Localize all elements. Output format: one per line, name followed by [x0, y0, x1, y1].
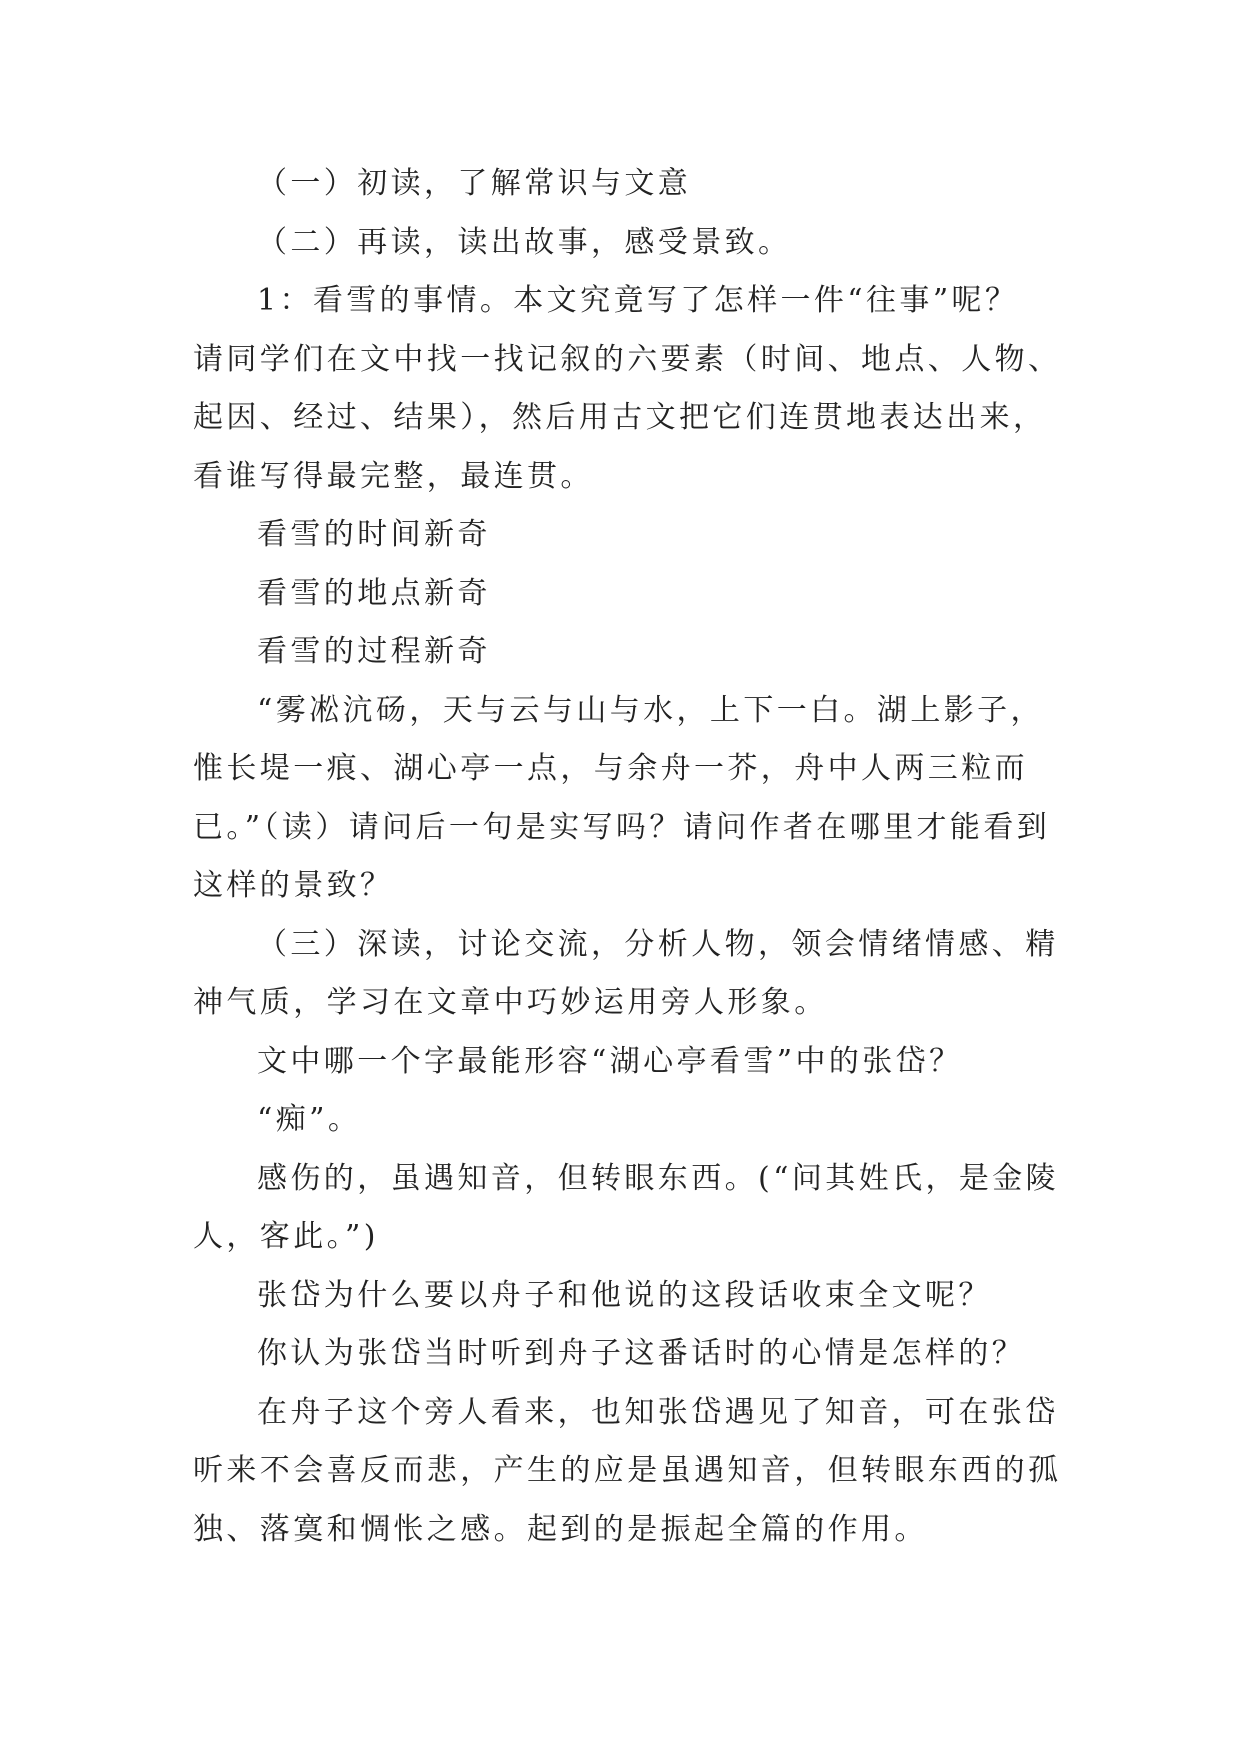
text-line: 已。”（读）请问后一句是实写吗？请问作者在哪里才能看到: [193, 809, 1051, 845]
text-line: “痴”。: [257, 1102, 362, 1137]
text-line: 听来不会喜反而悲，产生的应是虽遇知音，但转眼东西的孤: [193, 1453, 1062, 1488]
text-line: （二）再读，读出故事，感受景致。: [257, 224, 792, 260]
text-line: （三）深读，讨论交流，分析人物，领会情绪情感、精: [257, 926, 1059, 962]
text-line: “雾凇沆砀，天与云与山与水，上下一白。湖上影子，: [257, 692, 1044, 728]
text-line: 请同学们在文中找一找记叙的六要素（时间、地点、人物、: [193, 341, 1062, 377]
text-line: 神气质，学习在文章中巧妙运用旁人形象。: [193, 985, 828, 1020]
text-line: 你认为张岱当时听到舟子这番话时的心情是怎样的？: [257, 1336, 1026, 1371]
text-line: 起因、经过、结果），然后用古文把它们连贯地表达出来，: [193, 400, 1047, 435]
text-line: 张岱为什么要以舟子和他说的这段话收束全文呢？: [257, 1277, 992, 1313]
text-line: 惟长堤一痕、湖心亭一点，与余舟一芥，舟中人两三粒而: [193, 751, 1028, 786]
text-line: 这样的景致？: [193, 868, 394, 903]
text-line: 感伤的，虽遇知音，但转眼东西。(“问其姓氏，是金陵: [257, 1160, 1060, 1196]
text-line: 在舟子这个旁人看来，也知张岱遇见了知音，可在张岱: [257, 1394, 1059, 1430]
text-line: 人，客此。”): [193, 1219, 379, 1254]
text-line: （一）初读，了解常识与文意: [257, 166, 692, 201]
document-body: [193, 155, 1068, 1559]
text-line: 看雪的时间新奇: [257, 517, 491, 552]
text-line: 1：看雪的事情。本文究竟写了怎样一件“往事”呢？: [257, 283, 1019, 318]
text-line: 看雪的地点新奇: [257, 575, 491, 611]
text-line: 独、落寞和惆怅之感。起到的是振起全篇的作用。: [193, 1511, 928, 1547]
text-line: 文中哪一个字最能形容“湖心亭看雪”中的张岱？: [257, 1043, 963, 1079]
text-line: 看谁写得最完整，最连贯。: [193, 458, 594, 494]
text-line: 看雪的过程新奇: [257, 634, 491, 669]
